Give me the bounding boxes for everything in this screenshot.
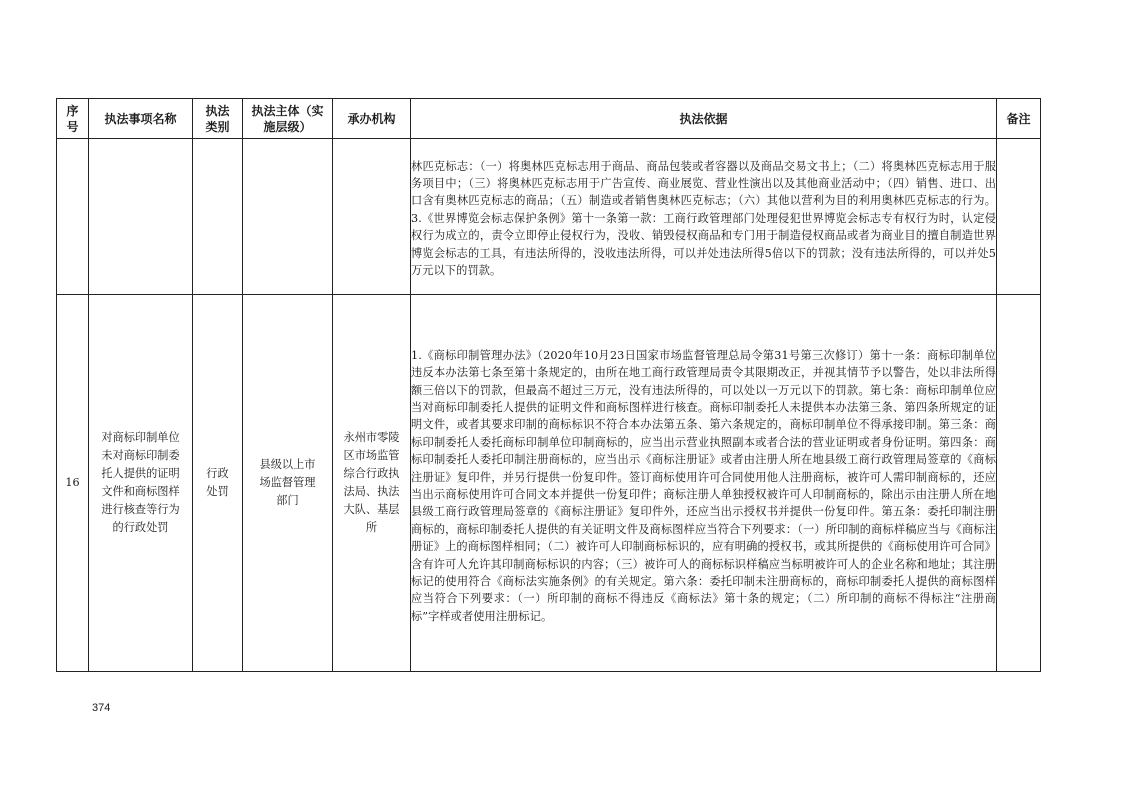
- header-note: 备注: [997, 99, 1041, 139]
- header-category: 执法类别: [193, 99, 243, 139]
- table-row: [57, 295, 1041, 672]
- cell-subject: 县级以上市场监督管理部门: [243, 295, 333, 672]
- table-header-row: [57, 99, 1041, 139]
- cell-item-name: 对商标印制单位未对商标印制委托人提供的证明文件和商标图样进行核查等行为的行政处罚: [89, 295, 193, 672]
- cell-agency: [333, 139, 411, 295]
- header-agency: 承办机构: [333, 99, 411, 139]
- header-seq: 序号: [57, 99, 89, 139]
- header-item-name: 执法事项名称: [89, 99, 193, 139]
- cell-seq: [57, 139, 89, 295]
- cell-note: [997, 139, 1041, 295]
- cell-subject: [243, 139, 333, 295]
- cell-note: [997, 295, 1041, 672]
- cell-basis: 1.《商标印制管理办法》（2020年10月23日国家市场监督管理总局令第31号第三次修订）第十一条：商标印制单位违反本办法第七条至第十条规定的，由所在地工商行政管理局责令其限期改正，并视其情节予以警告，处以非法所得额三倍以下的罚款，但最高不超过三万元，没有违法所得的，可以处以一万元以下的罚款。第七条：商标印制单位应当对商标印制委托人提供的证明文件和商标图样进行核查。商标印制委托人未提供本办法第三条、第四条所规定的证明文件，或者其要求印制的商标标识不符合本办法第五条、第六条规定的，商标印制单位不得承接印制。第三条：商标印制委托人委托商标印制单位印制商标的，应当出示营业执照副本或者合法的营业证明或者身份证明。第四条：商标印制委托人委托印制注册商标的，应当出示《商标注册证》或者由注册人所在地县级工商行政管理局签章的《商标注册证》复印件，并另行提供一份复印件。签订商标使用许可合同使用他人注册商标，被许可人需印制商标的，还应当出示商标使用许可合同文本并提供一份复印件；商标注册人单独授权被许可人印制商标的，除出示由注册人所在地县级工商行政管理局签章的《商标注册证》复印件外，还应当出示授权书并提供一份复印件。第五条：委托印制注册商标的，商标印制委托人提供的有关证明文件及商标图样应当符合下列要求：（一）所印制的商标样稿应当与《商标注册证》上的商标图样相同；（二）被许可人印制商标标识的，应有明确的授权书，或其所提供的《商标使用许可合同》含有许可人允许其印制商标标识的内容；（三）被许可人的商标标识样稿应当标明被许可人的企业名称和地址；其注册标记的使用符合《商标法实施条例》的有关规定。第六条：委托印制未注册商标的，商标印制委托人提供的商标图样应当符合下列要求：（一）所印制的商标不得违反《商标法》第十条的规定；（二）所印制的商标不得标注“注册商标”字样或者使用注册标记。: [411, 295, 997, 672]
- header-basis: 执法依据: [411, 99, 997, 139]
- table-row: [57, 139, 1041, 295]
- cell-category: [193, 139, 243, 295]
- cell-agency: 永州市零陵区市场监管综合行政执法局、执法大队、基层所: [333, 295, 411, 672]
- cell-basis: 林匹克标志：（一）将奥林匹克标志用于商品、商品包装或者容器以及商品交易文书上；（二）将奥林匹克标志用于服务项目中；（三）将奥林匹克标志用于广告宣传、商业展览、营业性演出以及其他商业活动中；（四）销售、进口、出口含有奥林匹克标志的商品；（五）制造或者销售奥林匹克标志；（六）其他以营利为目的利用奥林匹克标志的行为。3.《世界博览会标志保护条例》第十一条第一款：工商行政管理部门处理侵犯世界博览会标志专有权行为时，认定侵权行为成立的，责令立即停止侵权行为，没收、销毁侵权商品和专门用于制造侵权商品或者为商业目的擅自制造世界博览会标志的工具，有违法所得的，没收违法所得，可以并处违法所得5倍以下的罚款；没有违法所得的，可以并处5万元以下的罚款。: [411, 139, 997, 295]
- cell-category: 行政处罚: [193, 295, 243, 672]
- cell-item-name: [89, 139, 193, 295]
- page-number: 374: [92, 702, 111, 714]
- law-enforcement-table: [56, 98, 1041, 672]
- header-subject: 执法主体（实施层级）: [243, 99, 333, 139]
- cell-seq: 16: [57, 295, 89, 672]
